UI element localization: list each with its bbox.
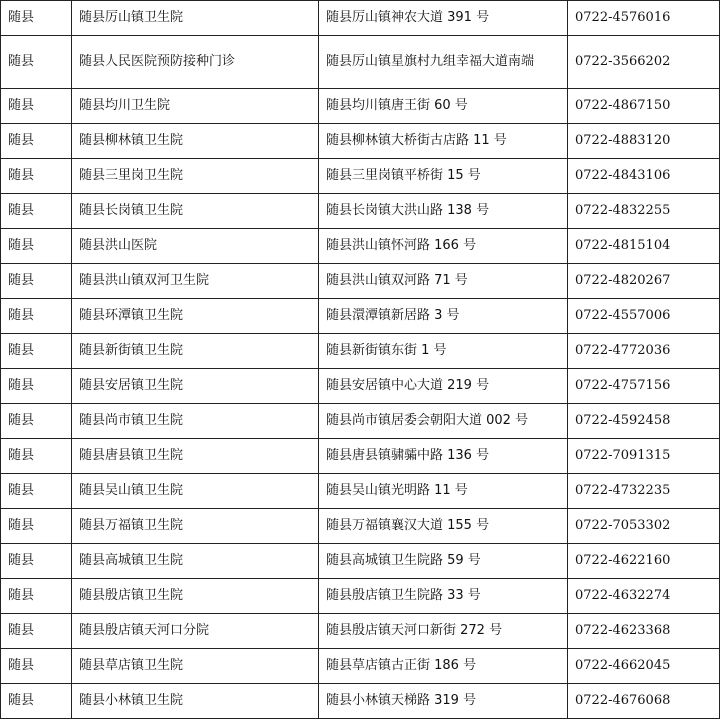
county-cell: 随县 (1, 334, 72, 369)
site-name-cell: 随县唐县镇卫生院 (72, 439, 319, 474)
address-cell: 随县三里岗镇平桥街 15 号 (319, 159, 568, 194)
phone-cell: 0722-4557006 (568, 299, 720, 334)
county-cell: 随县 (1, 614, 72, 649)
phone-cell: 0722-4757156 (568, 369, 720, 404)
address-cell: 随县厉山镇神农大道 391 号 (319, 1, 568, 36)
county-cell: 随县 (1, 264, 72, 299)
site-name-cell: 随县人民医院预防接种门诊 (72, 36, 319, 89)
site-name-cell: 随县厉山镇卫生院 (72, 1, 319, 36)
site-name-cell: 随县殷店镇天河口分院 (72, 614, 319, 649)
table-row (1, 684, 720, 719)
site-name-cell: 随县安居镇卫生院 (72, 369, 319, 404)
table-row (1, 89, 720, 124)
table-row (1, 1, 720, 36)
phone-cell: 0722-4622160 (568, 544, 720, 579)
county-cell: 随县 (1, 439, 72, 474)
table-row (1, 404, 720, 439)
site-name-cell: 随县均川卫生院 (72, 89, 319, 124)
address-cell: 随县洪山镇怀河路 166 号 (319, 229, 568, 264)
table-row (1, 124, 720, 159)
phone-cell: 0722-4867150 (568, 89, 720, 124)
site-name-cell: 随县环潭镇卫生院 (72, 299, 319, 334)
site-name-cell: 随县洪山医院 (72, 229, 319, 264)
county-cell: 随县 (1, 579, 72, 614)
site-name-cell: 随县新街镇卫生院 (72, 334, 319, 369)
site-name-cell: 随县柳林镇卫生院 (72, 124, 319, 159)
address-cell: 随县吴山镇光明路 11 号 (319, 474, 568, 509)
phone-cell: 0722-7091315 (568, 439, 720, 474)
phone-cell: 0722-4592458 (568, 404, 720, 439)
table-row (1, 474, 720, 509)
county-cell: 随县 (1, 369, 72, 404)
address-cell: 随县殷店镇卫生院路 33 号 (319, 579, 568, 614)
table-row (1, 264, 720, 299)
site-name-cell: 随县草店镇卫生院 (72, 649, 319, 684)
phone-cell: 0722-4883120 (568, 124, 720, 159)
table-row (1, 229, 720, 264)
table-row (1, 614, 720, 649)
table-row (1, 36, 720, 89)
site-name-cell: 随县殷店镇卫生院 (72, 579, 319, 614)
table-row (1, 649, 720, 684)
county-cell: 随县 (1, 124, 72, 159)
site-name-cell: 随县洪山镇双河卫生院 (72, 264, 319, 299)
table-row (1, 369, 720, 404)
county-cell: 随县 (1, 194, 72, 229)
address-cell: 随县草店镇古正街 186 号 (319, 649, 568, 684)
address-cell: 随县均川镇唐王街 60 号 (319, 89, 568, 124)
county-cell: 随县 (1, 89, 72, 124)
phone-cell: 0722-3566202 (568, 36, 720, 89)
phone-cell: 0722-4576016 (568, 1, 720, 36)
address-cell: 随县安居镇中心大道 219 号 (319, 369, 568, 404)
table-row (1, 299, 720, 334)
address-cell: 随县尚市镇居委会朝阳大道 002 号 (319, 404, 568, 439)
address-cell: 随县万福镇襄汉大道 155 号 (319, 509, 568, 544)
phone-cell: 0722-4832255 (568, 194, 720, 229)
site-name-cell: 随县尚市镇卫生院 (72, 404, 319, 439)
table-row (1, 194, 720, 229)
table-body (1, 1, 720, 719)
address-cell: 随县厉山镇星旗村九组幸福大道南端 (319, 36, 568, 89)
county-cell: 随县 (1, 229, 72, 264)
county-cell: 随县 (1, 36, 72, 89)
table-row (1, 544, 720, 579)
table-row (1, 159, 720, 194)
phone-cell: 0722-4632274 (568, 579, 720, 614)
address-cell: 随县唐县镇骕骦中路 136 号 (319, 439, 568, 474)
county-cell: 随县 (1, 474, 72, 509)
phone-cell: 0722-7053302 (568, 509, 720, 544)
phone-cell: 0722-4815104 (568, 229, 720, 264)
county-cell: 随县 (1, 299, 72, 334)
phone-cell: 0722-4843106 (568, 159, 720, 194)
table-row (1, 509, 720, 544)
table-row (1, 334, 720, 369)
address-cell: 随县长岗镇大洪山路 138 号 (319, 194, 568, 229)
site-name-cell: 随县高城镇卫生院 (72, 544, 319, 579)
address-cell: 随县高城镇卫生院路 59 号 (319, 544, 568, 579)
phone-cell: 0722-4623368 (568, 614, 720, 649)
site-name-cell: 随县长岗镇卫生院 (72, 194, 319, 229)
county-cell: 随县 (1, 684, 72, 719)
address-cell: 随县澴潭镇新居路 3 号 (319, 299, 568, 334)
site-name-cell: 随县吴山镇卫生院 (72, 474, 319, 509)
address-cell: 随县洪山镇双河路 71 号 (319, 264, 568, 299)
address-cell: 随县柳林镇大桥街古店路 11 号 (319, 124, 568, 159)
phone-cell: 0722-4772036 (568, 334, 720, 369)
table-row (1, 579, 720, 614)
site-name-cell: 随县万福镇卫生院 (72, 509, 319, 544)
county-cell: 随县 (1, 544, 72, 579)
phone-cell: 0722-4676068 (568, 684, 720, 719)
county-cell: 随县 (1, 404, 72, 439)
site-name-cell: 随县三里岗卫生院 (72, 159, 319, 194)
county-cell: 随县 (1, 509, 72, 544)
phone-cell: 0722-4820267 (568, 264, 720, 299)
site-name-cell: 随县小林镇卫生院 (72, 684, 319, 719)
county-cell: 随县 (1, 159, 72, 194)
table-row (1, 439, 720, 474)
county-cell: 随县 (1, 1, 72, 36)
phone-cell: 0722-4732235 (568, 474, 720, 509)
address-cell: 随县新街镇东街 1 号 (319, 334, 568, 369)
address-cell: 随县小林镇天梯路 319 号 (319, 684, 568, 719)
address-cell: 随县殷店镇天河口新街 272 号 (319, 614, 568, 649)
phone-cell: 0722-4662045 (568, 649, 720, 684)
county-cell: 随县 (1, 649, 72, 684)
